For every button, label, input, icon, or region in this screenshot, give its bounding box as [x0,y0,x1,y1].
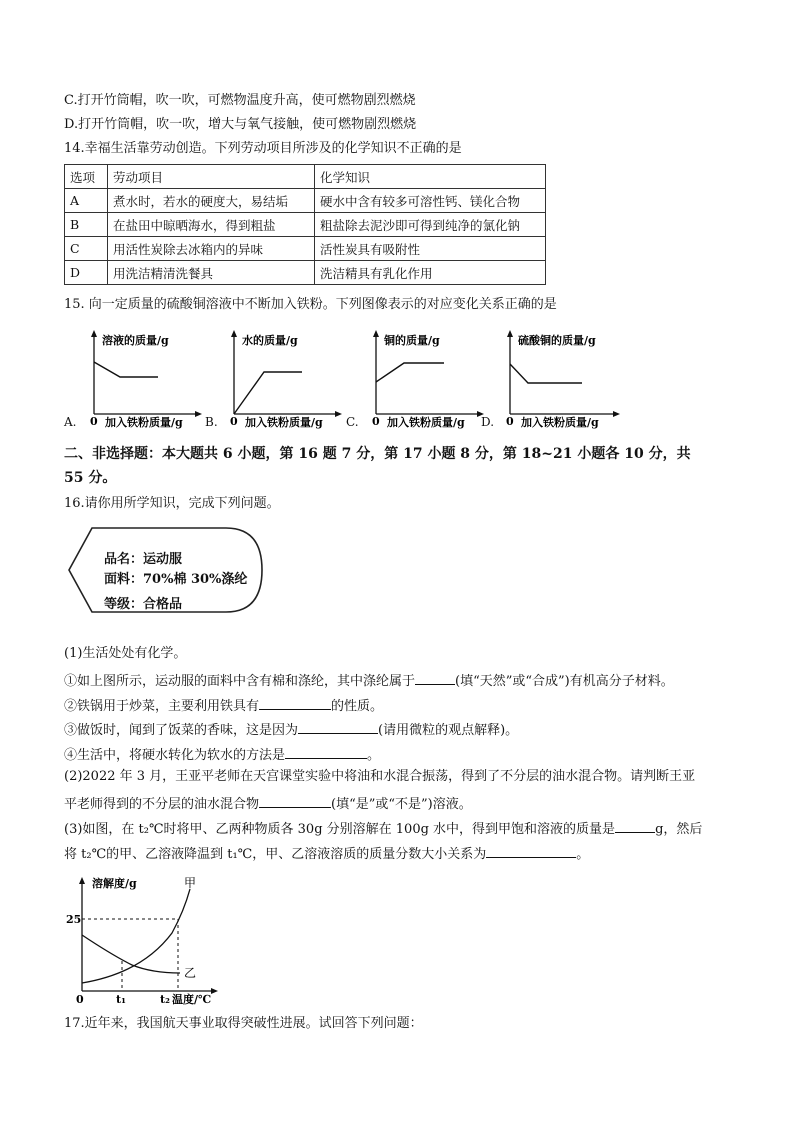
q15-option-a-letter: A. [64,415,77,429]
q16-part1c [64,719,518,740]
sol-xlabel: 温度/℃ [172,993,212,1006]
q15-graph-c [360,326,486,430]
table-cell: 洗洁精具有乳化作用 [315,261,546,285]
q16-part1d-end: 。 [367,748,381,763]
sol-xtick-t1: t₁ [116,993,126,1006]
table-header-row [65,165,546,189]
q16-part1a [64,670,674,691]
table-cell: 粗盐除去泥沙即可得到纯净的氯化钠 [315,213,546,237]
q14-table [64,164,546,285]
q15-stem: 15. 向一定质量的硫酸铜溶液中不断加入铁粉。下列图像表示的对应变化关系正确的是 [64,297,557,312]
q16-stem: 16.请你用所学知识，完成下列问题。 [64,496,280,511]
table-cell: 活性炭具有吸附性 [315,237,546,261]
graph-d-ylabel: 硫酸铜的质量/g [518,334,596,347]
q16-part3-text: (3)如图，在 t₂℃时将甲、乙两种物质各 30g 分别溶解在 100g 水中，得到甲饱和溶液的质量是 [64,822,616,837]
graph-c-ylabel: 铜的质量/g [384,334,440,347]
graph-c-origin: 0 [372,415,380,428]
label-product-name: 品名：运动服 [104,552,183,567]
q15-graph-a [78,326,204,430]
q16-part2-cont [64,793,472,814]
sol-ylabel: 溶解度/g [92,877,137,890]
q16-part1b-hint: 的性质。 [331,699,384,714]
table-row [65,261,546,285]
q16-part2: (2)2022 年 3 月，王亚平老师在天宫课堂实验中将油和水混合振荡，得到了不分层的油水混合物。请判断王亚 [64,769,696,784]
section2-heading-cont: 55 分。 [64,470,117,486]
q16-part1c-hint: (请用微粒的观点解释)。 [378,723,519,738]
sol-ytick-25: 25 [66,913,82,926]
q16-part1d-text: ④生活中，将硬水转化为软水的方法是 [64,748,286,763]
graph-b-origin: 0 [230,415,238,428]
table-header: 化学知识 [315,165,546,189]
q15-graph-b [218,326,344,430]
table-cell: D [65,261,108,285]
graph-a-xlabel: 加入铁粉质量/g [105,416,183,429]
table-row [65,189,546,213]
q13-option-d: D.打开竹筒帽，吹一吹，增大与氧气接触，使可燃物剧烈燃烧 [64,117,417,132]
graph-d-xlabel: 加入铁粉质量/g [521,416,599,429]
q15-option-b-letter: B. [205,415,218,429]
graph-a-ylabel: 溶液的质量/g [102,334,169,347]
label-fabric: 面料：70%棉 30%涤纶 [104,572,248,587]
graph-b-xlabel: 加入铁粉质量/g [245,416,323,429]
answer-blank[interactable] [615,818,655,833]
sol-series-yi: 乙 [184,966,197,980]
answer-blank[interactable] [285,744,367,759]
sol-xtick-t2: t₂ [160,993,170,1006]
table-cell: 煮水时，若水的硬度大，易结垢 [108,189,315,213]
q16-part1a-text: ①如上图所示，运动服的面料中含有棉和涤纶，其中涤纶属于 [64,674,416,689]
q16-part1b [64,695,383,716]
q16-part3-end: 。 [576,847,590,862]
label-grade: 等级：合格品 [104,597,183,612]
q16-part2-text: 平老师得到的不分层的油水混合物 [64,797,260,812]
q14-stem: 14.幸福生活靠劳动创造。下列劳动项目所涉及的化学知识不正确的是 [64,141,462,156]
q15-option-d-letter: D. [481,415,495,429]
q16-part1d [64,744,380,765]
graph-a-origin: 0 [90,415,98,428]
table-cell: B [65,213,108,237]
q16-part1: (1)生活处处有化学。 [64,646,187,661]
section2-heading: 二、非选择题：本大题共 6 小题，第 16 题 7 分，第 17 小题 8 分，第 18~21 小题各 10 分，共 [64,446,691,462]
graph-c-xlabel: 加入铁粉质量/g [387,416,465,429]
q17-stem: 17.近年来，我国航天事业取得突破性进展。试回答下列问题： [64,1016,423,1031]
answer-blank[interactable] [298,719,378,734]
q15-graph-d [494,326,624,430]
table-cell: 用洗洁精清洗餐具 [108,261,315,285]
q16-part3-unit: g，然后 [655,822,703,837]
answer-blank[interactable] [486,843,576,858]
q16-part3-text2: 将 t₂℃的甲、乙溶液降温到 t₁℃，甲、乙溶液溶质的质量分数大小关系为 [64,847,487,862]
solubility-curve-chart [66,873,222,1007]
q16-part1b-text: ②铁锅用于炒菜，主要利用铁具有 [64,699,260,714]
q13-option-c: C.打开竹筒帽，吹一吹，可燃物温度升高，使可燃物剧烈燃烧 [64,93,416,108]
answer-blank[interactable] [415,670,455,685]
table-cell: C [65,237,108,261]
table-header: 选项 [65,165,108,189]
table-cell: 用活性炭除去冰箱内的异味 [108,237,315,261]
sol-series-jia: 甲 [184,876,197,890]
curve-jia [82,889,190,983]
q15-option-c-letter: C. [346,415,359,429]
table-row [65,213,546,237]
table-row [65,237,546,261]
q16-part1a-hint: (填“天然”或“合成”)有机高分子材料。 [455,674,674,689]
q16-part2-hint: (填“是”或“不是”)溶液。 [331,797,472,812]
table-header: 劳动项目 [108,165,315,189]
table-cell: 硬水中含有较多可溶性钙、镁化合物 [315,189,546,213]
graph-d-origin: 0 [506,415,514,428]
table-cell: A [65,189,108,213]
answer-blank[interactable] [259,695,331,710]
answer-blank[interactable] [259,793,331,808]
clothing-label-tag [66,522,266,618]
sol-origin: 0 [76,993,84,1006]
q16-part1c-text: ③做饭时，闻到了饭菜的香味，这是因为 [64,723,299,738]
table-cell: 在盐田中晾晒海水，得到粗盐 [108,213,315,237]
q16-part3-cont [64,843,589,864]
q16-part3 [64,818,702,839]
graph-b-ylabel: 水的质量/g [242,334,298,347]
